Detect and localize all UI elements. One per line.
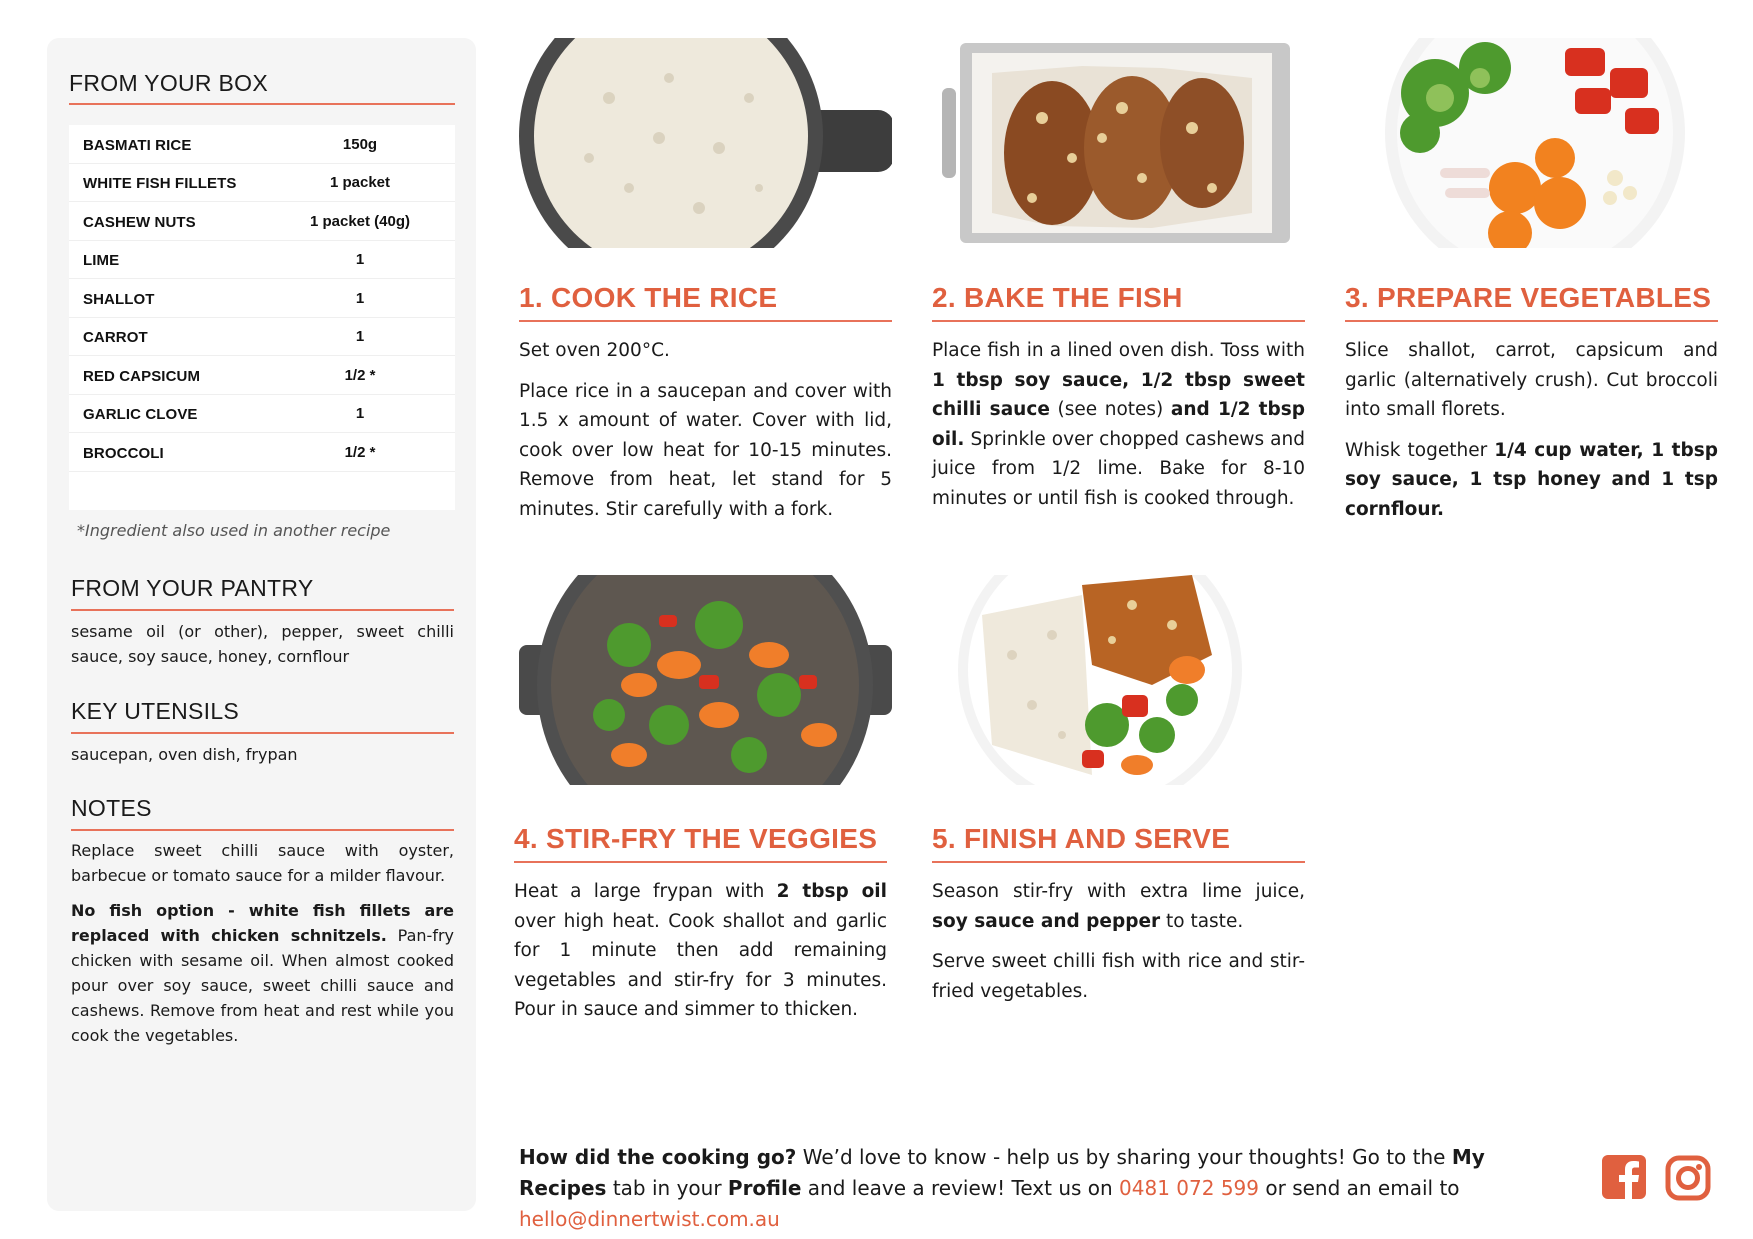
table-row [69,356,455,395]
table-row [69,433,455,472]
from-your-pantry-title: FROM YOUR PANTRY [71,575,314,601]
key-utensils-title: KEY UTENSILS [71,698,240,724]
footer-question: How did the cooking go? [519,1145,797,1169]
step-text-run: Place fish in a lined oven dish. Toss with [932,340,1305,361]
step-2-title: 2. BAKE THE FISH [932,282,1183,313]
ingredient-qty: 1 [355,328,365,345]
table-row [69,125,455,164]
step-2-text [932,336,1305,524]
divider [71,829,454,831]
table-row [69,279,455,318]
ingredient-name: LIME [83,252,120,269]
ingredient-qty: 1 [355,405,365,422]
notes-paragraph [71,898,454,1048]
divider [519,320,892,322]
step-text-run: Heat a large frypan with [514,881,777,902]
phone-link[interactable]: 0481 072 599 [1119,1176,1260,1200]
profile-label: Profile [727,1176,802,1200]
step-text-run: Season stir-fry with extra lime juice, [932,881,1305,902]
ingredient-name: CASHEW NUTS [83,214,196,231]
ingredient-qty: 1/2 * [344,367,376,384]
step-paragraph [514,877,887,1025]
divider [932,861,1305,863]
footer-text: and leave a review! Text us on [801,1176,1120,1200]
my-recipes-label: My Recipes [519,1145,1485,1200]
email-link[interactable]: hello@dinnertwist.com.au [519,1207,780,1231]
step-3-title: 3. PREPARE VEGETABLES [1345,282,1712,313]
vegetables-photo [1345,38,1725,248]
notes-title: NOTES [71,795,152,821]
step-paragraph: Set oven 200°C. [519,340,670,361]
divider [932,320,1305,322]
ingredient-qty: 1 packet [329,174,391,191]
step-text-run: Whisk together [1345,439,1495,461]
table-row [69,163,455,202]
step-text-bold: and 1/2 tbsp oil. [932,399,1306,450]
finished-dish-photo [932,575,1294,785]
step-4-title: 4. STIR-FRY THE VEGGIES [514,823,878,854]
step-paragraph [932,877,1305,936]
step-text-bold: 2 tbsp oil [776,881,887,902]
table-row [69,317,455,356]
ingredients-table [69,125,455,510]
divider [71,732,454,734]
step-text-bold: 1/4 cup water, 1 tbsp soy sauce, 1 tsp honey and 1 tsp cornflour. [1345,439,1718,520]
ingredient-qty: 150g [342,136,378,153]
from-your-box-title: FROM YOUR BOX [69,70,268,96]
step-text-run: Sprinkle over chopped cashews and juice from 1/2 lime. Bake for 8-10 minutes or until fish is cooked through. [932,428,1305,509]
ingredient-qty: 1 [355,290,365,307]
step-paragraph [932,336,1305,513]
step-paragraph [1345,436,1718,525]
notes-bold: No fish option - white fish fillets are replaced with chicken schnitzels. [71,901,454,945]
step-5-text [932,877,1305,1017]
step-1-text [519,336,892,535]
ingredient-name: CARROT [83,329,148,346]
step-text-run: over high heat. Cook shallot and garlic for 1 minute then add remaining vegetables and stir-fry for 3 minutes. Pour in sauce and simmer to thicken. [514,910,887,1020]
ingredient-name: SHALLOT [83,291,155,308]
ingredient-qty: 1 packet (40g) [309,213,411,230]
rice-photo [519,38,892,248]
table-row [69,202,455,241]
notes-paragraph [71,838,454,888]
step-1-title: 1. COOK THE RICE [519,282,778,313]
pantry-text: sesame oil (or other), pepper, sweet chilli sauce, soy sauce, honey, cornflour [71,622,454,666]
divider [514,861,887,863]
step-text-bold: 1 tbsp soy sauce, 1/2 tbsp sweet chilli sauce [932,369,1305,420]
ingredient-name: WHITE FISH FILLETS [83,175,237,192]
footer-text: or send an email to [1259,1176,1460,1200]
ingredient-name: GARLIC CLOVE [83,406,198,423]
step-text-run: (see notes) [1049,399,1171,420]
notes-text: Pan-fry chicken with sesame oil. When almost cooked pour over soy sauce, sweet chilli sauce and cashews. Remove from heat and rest while you cook the vegetables. [71,926,454,1045]
step-text-bold: soy sauce and pepper [932,910,1161,932]
review-prompt [519,1142,1579,1235]
ingredient-qty: 1/2 * [344,444,376,461]
ingredient-footnote: *Ingredient also used in another recipe [77,521,391,540]
step-text-run: to taste. [1160,910,1244,932]
ingredient-name: BASMATI RICE [83,137,192,154]
step-3-text [1345,336,1718,535]
divider [1345,320,1718,322]
footer-text: tab in your [606,1176,728,1200]
table-row [69,394,455,433]
step-paragraph: Serve sweet chilli fish with rice and stir-fried vegetables. [932,951,1305,1002]
utensils-text: saucepan, oven dish, frypan [71,745,298,764]
divider [71,609,454,611]
fish-photo [932,38,1294,248]
instagram-icon[interactable] [1665,1155,1711,1205]
divider [69,103,455,105]
footer-text: We’d love to know - help us by sharing your thoughts! Go to the [796,1145,1452,1169]
step-5-title: 5. FINISH AND SERVE [932,823,1231,854]
ingredient-name: RED CAPSICUM [83,368,201,385]
step-4-text [514,877,887,1036]
notes-text: Replace sweet chilli sauce with oyster, barbecue or tomato sauce for a milder flavour. [71,841,454,885]
stir-fry-photo [519,575,892,785]
ingredient-qty: 1 [355,251,365,268]
step-paragraph: Slice shallot, carrot, capsicum and garlic (alternatively crush). Cut broccoli into small florets. [1345,340,1718,420]
facebook-icon[interactable] [1602,1155,1646,1203]
ingredient-name: BROCCOLI [83,445,164,462]
step-paragraph: Place rice in a saucepan and cover with 1.5 x amount of water. Cover with lid, cook over low heat for 10-15 minutes. Remove from heat, let stand for 5 minutes. Stir carefully with a fork. [519,380,892,520]
table-row [69,240,455,279]
